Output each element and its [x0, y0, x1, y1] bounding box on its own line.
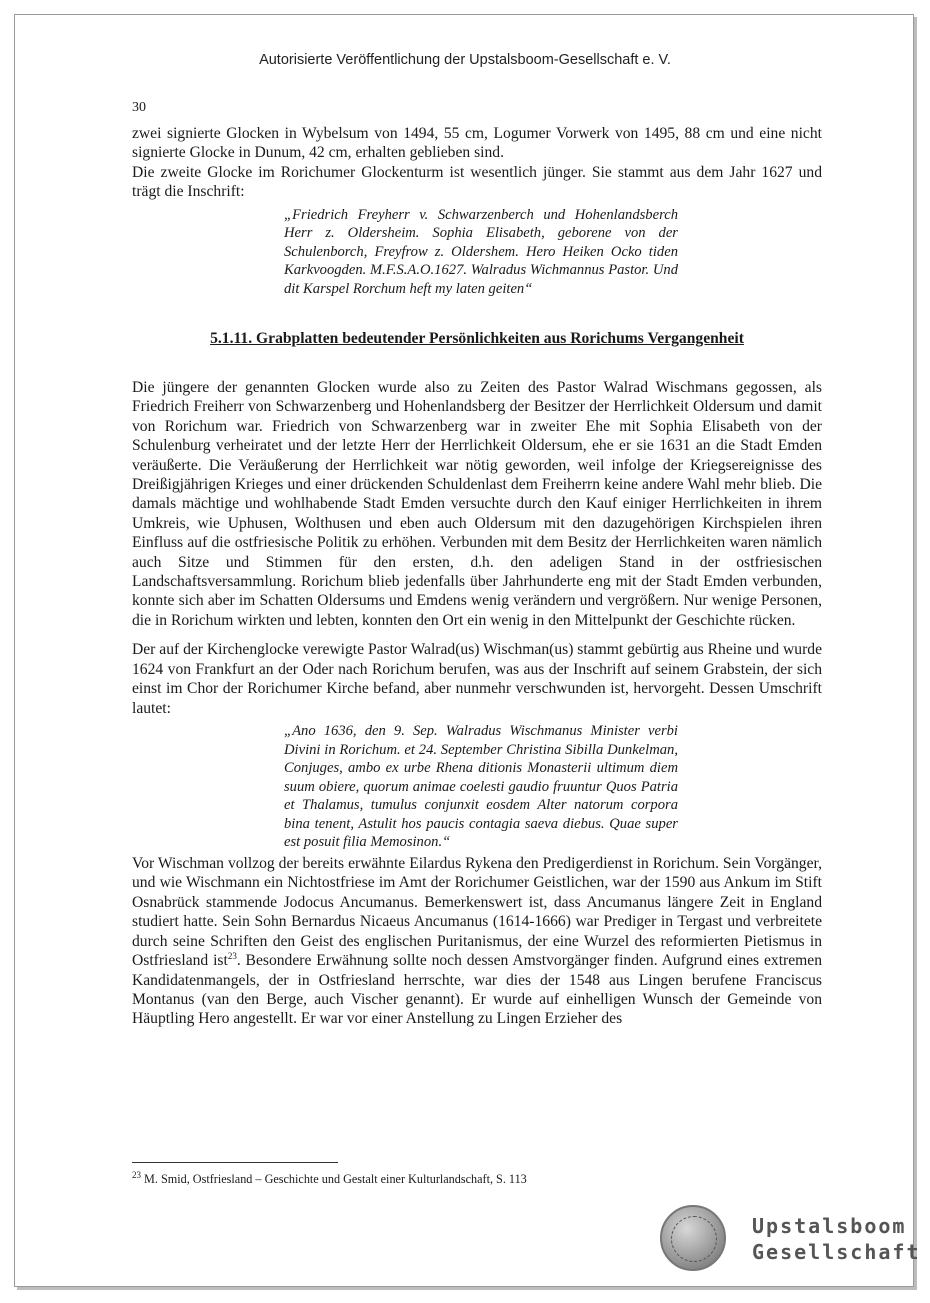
page-number: 30	[132, 100, 146, 115]
bell-inscription-quote: „Friedrich Freyherr v. Schwarzenberch und Hohenlandsberch Herr z. Oldersheim. Sophia Elisabeth, geborene von der Schulenborch, Freyfrow z. Oldershem. Hero Heiken Ocko tiden Karkvoogden. M.F.S.A.O.1627. Walradus Wichmannus Pastor. Und dit Karspel Rorchum heft my laten geiten“	[284, 206, 678, 297]
main-text	[132, 124, 822, 1029]
paragraph-3-part-2: . Besondere Erwähnung sollte noch dessen Amstvorgänger finden. Aufgrund eines extremen Kandidatenmangels, der in Ostfriesland herrschte, war dies der 1548 aus Lingen berufene Franciscus Montanus (van den Berge, auch Vischer genannt). Er wurde auf einhelligen Wunsch der Gemeinde von Häuptling Hero angestellt. Er war vor einer Anstellung zu Lingen Erzieher des	[132, 952, 822, 1028]
paragraph-3	[132, 854, 822, 1029]
gravestone-inscription-quote: „Ano 1636, den 9. Sep. Walradus Wischmanus Minister verbi Divini in Rorichum. et 24. September Christina Sibilla Dunkelman, Conjuges, ambo ex urbe Rhena ditionis Monasterii ultimum diem suum obiere, quorum animae coelesti gaudio fruuntur Quos Patria et Thalamus, tumulus conjunxit eosdem Alter natorum corpora bina tenent, Astulit hos paucis contagia saeva diebus. Quae super est posuit filia Memosinon.“	[284, 722, 678, 851]
section-heading: 5.1.11. Grabplatten bedeutender Persönlichkeiten aus Rorichums Vergangenheit	[210, 329, 744, 347]
footnote-reference[interactable]: 23	[227, 950, 237, 961]
upstalsboom-logo	[660, 1205, 921, 1275]
footnote-text: M. Smid, Ostfriesland – Geschichte und Gestalt einer Kulturlandschaft, S. 113	[141, 1172, 527, 1186]
footnote-number: 23	[132, 1169, 141, 1180]
paragraph-3-part-1: Vor Wischman vollzog der bereits erwähnte Eilardus Rykena den Predigerdienst in Rorichum. Sein Vorgänger, und wie Wischmann ein Nichtostfriese im Amt der Rorichumer Geistlichen, war der 1590 aus Ankum im Stift Osnabrück stammende Jodocus Ancumanus. Bemerkenswert ist, dass Ancumanus längere Zeit in England studiert hatte. Sein Sohn Bernardus Nicaeus Ancumanus (1614-1666) war Prediger in Tergast und verbreitete durch seine Schriften den Geist des englischen Puritanismus, der eine Wurzel des reformierten Pietismus in Ostfriesland ist	[132, 855, 822, 970]
logo-line-1: Upstalsboom	[752, 1214, 907, 1238]
logo-line-2: Gesellschaft	[752, 1240, 921, 1264]
seal-icon	[660, 1205, 726, 1271]
intro-paragraph-2: Die zweite Glocke im Rorichumer Glockenturm ist wesentlich jünger. Sie stammt aus dem Jahr 1627 und trägt die Inschrift:	[132, 163, 822, 201]
page-header: Autorisierte Veröffentlichung der Upstalsboom-Gesellschaft e. V.	[259, 52, 671, 68]
paragraph-1: Die jüngere der genannten Glocken wurde also zu Zeiten des Pastor Walrad Wischmans gegossen, als Friedrich Freiherr von Schwarzenberg und Hohenlandsberg der Besitzer der Herrlichkeit Oldersum und damit von Rorichum war. Friedrich von Schwarzenberg war in zweiter Ehe mit Sophia Elisabeth von der Schulenburg verheiratet und der letzte Herr der Herrlichkeit Oldersum, ehe er sie 1631 an die Stadt Emden veräußerte. Die Veräußerung der Herrlichkeit war nötig geworden, weil infolge der Kriegsereignisse des Dreißigjährigen Krieges und einer drückenden Schuldenlast dem Freiherrn keine andere Wahl mehr blieb. Die damals mächtige und wohlhabende Stadt Emden versuchte durch den Kauf einiger Herrlichkeiten in ihrem Umkreis, wie Uphusen, Wolthusen und eben auch Oldersum mit den dazugehörigen Kirchspielen ihren Einfluss auf die ostfriesische Politik zu erhöhen. Verbunden mit dem Besitz der Herrlichkeiten waren nämlich auch Sitze und Stimmen für den ersten, d.h. den adeligen Stand in der ostfriesischen Landschaftsversammlung. Rorichum blieb jedenfalls über Jahrhunderte eng mit der Stadt Emden verbunden, konnte sich aber im Schatten Oldersums und Emdens wenig verändern und vergrößern. Nur wenige Personen, die in Rorichum wirkten und lebten, konnten den Ort ein wenig in den Mittelpunkt der Geschichte rücken.	[132, 379, 822, 629]
footnote	[132, 1169, 527, 1187]
paragraph-2: Der auf der Kirchenglocke verewigte Pastor Walrad(us) Wischman(us) stammt gebürtig aus Rheine und wurde 1624 von Frankfurt an der Oder nach Rorichum berufen, was aus der Inschrift auf seinem Grabstein, der sich einst im Chor der Rorichumer Kirche befand, aber nunmehr verschwunden ist, hervorgeht. Dessen Umschrift lautet:	[132, 641, 822, 717]
logo-text	[752, 1213, 921, 1265]
intro-paragraph-1: zwei signierte Glocken in Wybelsum von 1494, 55 cm, Logumer Vorwerk von 1495, 88 cm und eine nicht signierte Glocke in Dunum, 42 cm, erhalten geblieben sind.	[132, 125, 822, 162]
footnote-divider	[132, 1162, 338, 1163]
